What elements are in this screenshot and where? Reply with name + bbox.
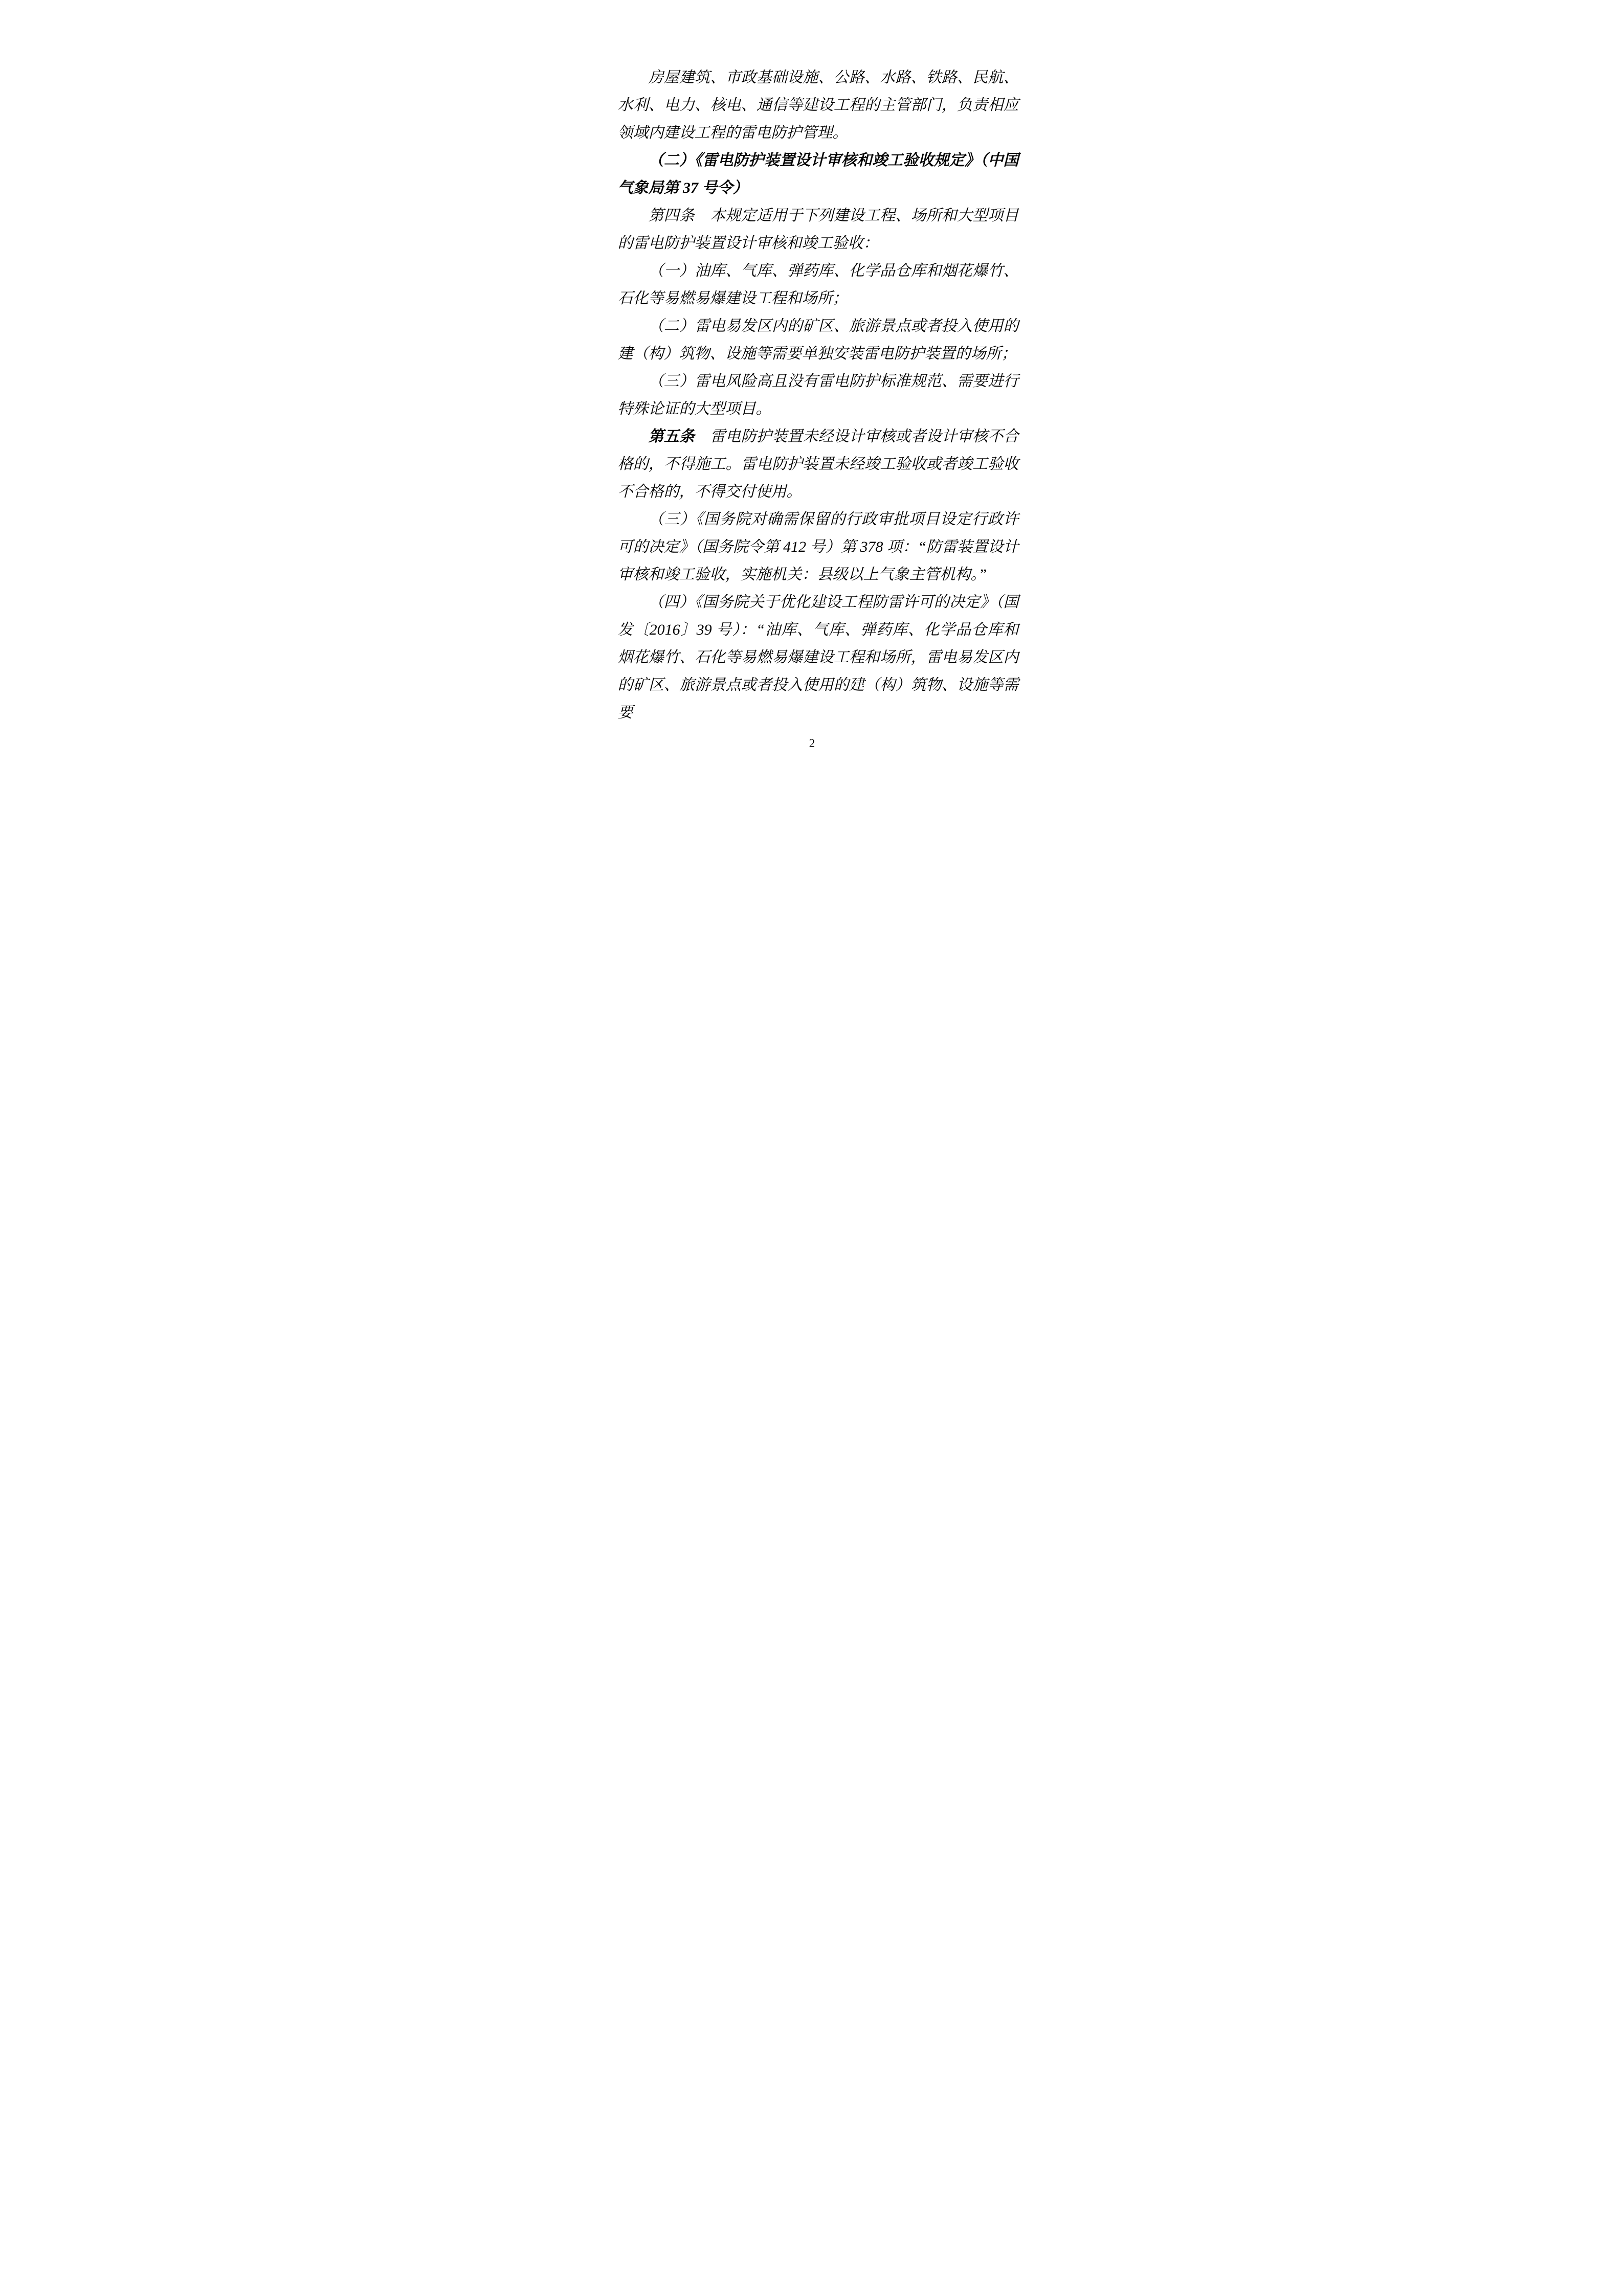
text-segment: 房屋建筑、市政基础设施、公路、水路、铁路、民航、水利、电力、核电、通信等建设工程的主管部门，负责相应领域内建设工程的雷电防护管理。 (617, 69, 1019, 141)
paragraph (618, 506, 1019, 589)
document-page (531, 0, 1094, 796)
paragraph (618, 64, 1019, 147)
text-segment: （一）油库、气库、弹药库、化学品仓库和烟花爆竹、石化等易燃易爆建设工程和场所； (617, 262, 1019, 307)
bold-text-segment: （二）《雷电防护装置设计审核和竣工验收规定》（中国气象局第 37 号令） (617, 152, 1019, 196)
text-segment: 第四条 本规定适用于下列建设工程、场所和大型项目的雷电防护装置设计审核和竣工验收： (617, 207, 1019, 252)
paragraph (618, 147, 1019, 202)
paragraph (618, 202, 1019, 257)
paragraph (618, 589, 1019, 727)
paragraph (618, 312, 1019, 368)
text-segment: （二）雷电易发区内的矿区、旅游景点或者投入使用的建（构）筑物、设施等需要单独安装雷电防护装置的场所； (617, 318, 1019, 362)
bold-text-segment: 第五条 (648, 428, 695, 445)
text-segment: （四）《国务院关于优化建设工程防雷许可的决定》（国发〔2016〕39 号）：“油库、气库、弹药库、化学品仓库和烟花爆竹、石化等易燃易爆建设工程和场所，雷电易发区内的矿区、旅游景点或者投入使用的建（构）筑物、设施等需要 (617, 594, 1019, 721)
paragraph (618, 368, 1019, 423)
text-segment: （三）雷电风险高且没有雷电防护标准规范、需要进行特殊论证的大型项目。 (617, 373, 1019, 417)
paragraph (618, 423, 1019, 506)
text-segment: 雷电防护装置未经设计审核或者设计审核不合格的，不得施工。雷电防护装置未经竣工验收或者竣工验收不合格的，不得交付使用。 (617, 428, 1019, 500)
document-body (618, 64, 1019, 727)
paragraph (618, 257, 1019, 312)
text-segment: （三）《国务院对确需保留的行政审批项目设定行政许可的决定》（国务院令第 412 号）第 378 项：“防雷装置设计审核和竣工验收，实施机关：县级以上气象主管机构。” (617, 511, 1019, 583)
page-number: 2 (809, 737, 815, 750)
